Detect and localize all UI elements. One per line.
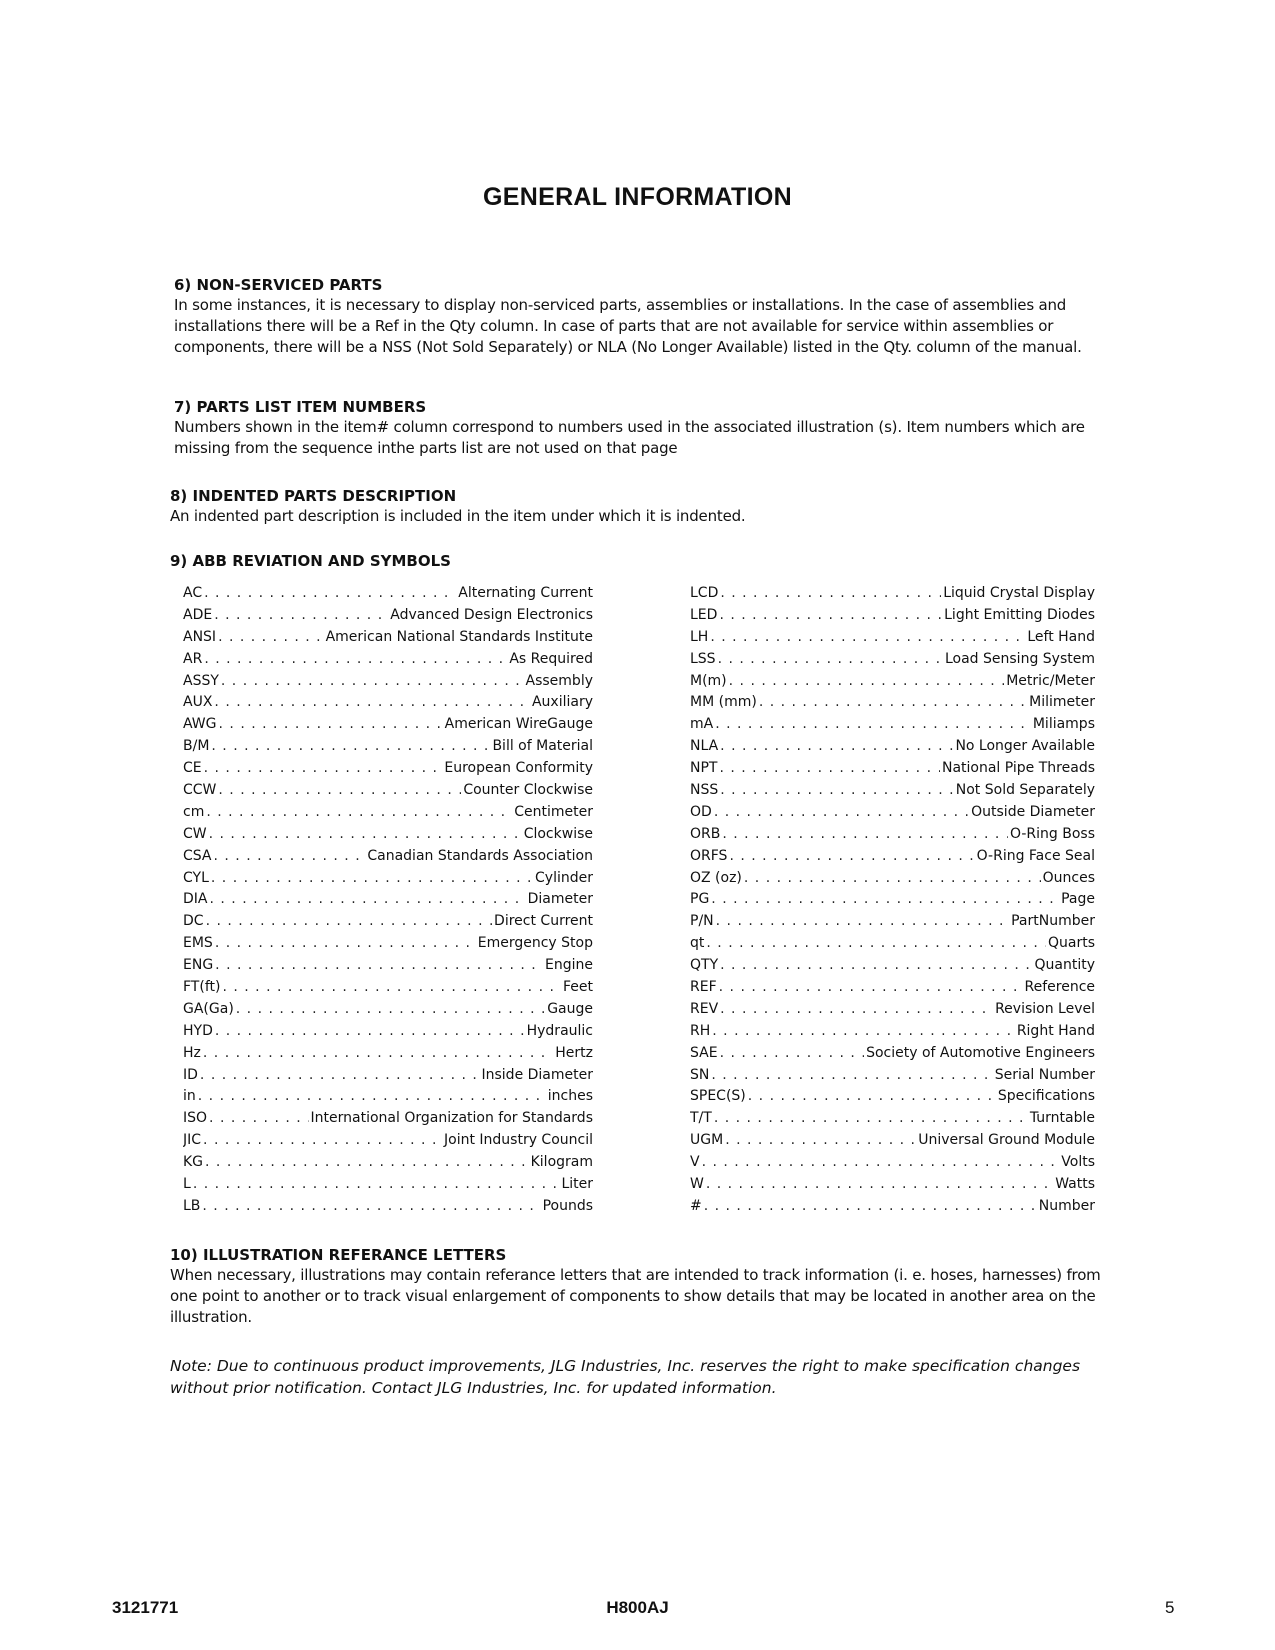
abbreviation-code: T/T xyxy=(690,1110,712,1127)
abbreviation-definition: American National Standards Institute xyxy=(325,628,593,645)
abbreviation-code: cm xyxy=(183,803,205,820)
leader-dots xyxy=(222,979,561,995)
abbreviation-row xyxy=(183,979,593,1001)
leader-dots xyxy=(711,891,1059,907)
leader-dots xyxy=(206,804,512,820)
abbreviation-row xyxy=(690,1023,1095,1045)
abbreviation-definition: inches xyxy=(547,1088,593,1105)
abbreviation-code: SPEC(S) xyxy=(690,1088,746,1105)
abbreviation-definition: Milimeter xyxy=(1029,694,1095,711)
abbreviation-definition: Not Sold Separately xyxy=(955,782,1095,799)
abbreviation-row xyxy=(183,782,593,804)
abbreviation-definition: Specifications xyxy=(997,1088,1095,1105)
abbreviation-definition: Hydraulic xyxy=(526,1022,593,1039)
leader-dots xyxy=(211,870,533,886)
abbreviation-code: M(m) xyxy=(690,672,727,689)
leader-dots xyxy=(759,694,1027,710)
abbreviation-definition: Bill of Material xyxy=(492,738,593,755)
leader-dots xyxy=(202,1198,540,1214)
abbreviation-row xyxy=(690,848,1095,870)
leader-dots xyxy=(211,738,490,754)
abbreviation-definition: As Required xyxy=(509,650,593,667)
abbreviation-definition: American WireGauge xyxy=(444,716,593,733)
abbreviation-row xyxy=(690,1132,1095,1154)
leader-dots xyxy=(729,848,974,864)
abbreviation-definition: Universal Ground Module xyxy=(918,1132,1095,1149)
abbreviation-definition: Reference xyxy=(1024,979,1095,996)
abbreviation-row xyxy=(183,1154,593,1176)
leader-dots xyxy=(215,935,476,951)
leader-dots xyxy=(729,673,1005,689)
abbreviation-code: W xyxy=(690,1176,704,1193)
abbreviation-definition: Volts xyxy=(1061,1154,1095,1171)
abbreviation-definition: Direct Current xyxy=(494,913,593,930)
abbreviation-definition: Miliamps xyxy=(1032,716,1095,733)
leader-dots xyxy=(716,913,1009,929)
abbreviation-code: LED xyxy=(690,606,718,623)
leader-dots xyxy=(720,738,953,754)
abbreviation-code: mA xyxy=(690,716,714,733)
abbreviation-definition: Canadian Standards Association xyxy=(367,847,593,864)
abbreviation-definition: Watts xyxy=(1055,1176,1095,1193)
abbreviation-code: GA(Ga) xyxy=(183,1000,234,1017)
abbreviation-row xyxy=(690,1088,1095,1110)
leader-dots xyxy=(714,1110,1028,1126)
abbreviation-code: P/N xyxy=(690,913,714,930)
abbreviation-code: HYD xyxy=(183,1022,213,1039)
abbreviation-code: CW xyxy=(183,825,207,842)
page-title: GENERAL INFORMATION xyxy=(483,183,792,211)
leader-dots xyxy=(193,1176,560,1192)
leader-dots xyxy=(719,979,1023,995)
abbreviation-row xyxy=(690,1154,1095,1176)
abbreviation-definition: Assembly xyxy=(525,672,593,689)
abbreviation-code: SAE xyxy=(690,1044,718,1061)
abbreviation-code: OZ (oz) xyxy=(690,869,742,886)
abbreviation-code: # xyxy=(690,1197,702,1214)
leader-dots xyxy=(725,1132,916,1148)
leader-dots xyxy=(720,585,941,601)
abbreviation-definition: No Longer Available xyxy=(955,738,1095,755)
abbreviation-code: AWG xyxy=(183,716,217,733)
section-text: In some instances, it is necessary to display non-serviced parts, assemblies or installations. In the case of assemblies and installations there will be a Ref in the Qty column. In case of parts that are not available for service within assemblies or components, there will be a NSS (Not Sold Separately) or NLA (No Longer Available) listed in the Qty. column of the manual. xyxy=(174,296,1082,356)
abbreviation-row xyxy=(183,1045,593,1067)
leader-dots xyxy=(715,716,1031,732)
leader-dots xyxy=(206,913,492,929)
abbreviation-row xyxy=(183,716,593,738)
abbreviation-code: SN xyxy=(690,1066,710,1083)
abbreviation-code: ENG xyxy=(183,957,214,974)
abbreviation-row xyxy=(690,716,1095,738)
abbreviation-row xyxy=(183,804,593,826)
abbreviation-definition: Diameter xyxy=(527,891,593,908)
leader-dots xyxy=(704,1198,1037,1214)
abbreviation-row xyxy=(690,870,1095,892)
abbreviation-definition: Turntable xyxy=(1029,1110,1095,1127)
abbreviation-definition: Revision Level xyxy=(995,1000,1095,1017)
abbreviation-row xyxy=(183,1110,593,1132)
section-illustration-reference-letters xyxy=(170,1245,1130,1328)
abbreviation-row xyxy=(690,913,1095,935)
abbreviation-code: AUX xyxy=(183,694,213,711)
abbreviation-code: NLA xyxy=(690,738,719,755)
abbreviation-row xyxy=(183,585,593,607)
leader-dots xyxy=(720,957,1032,973)
abbreviation-row xyxy=(690,629,1095,651)
leader-dots xyxy=(200,1067,480,1083)
leader-dots xyxy=(236,1001,545,1017)
abbreviation-definition: Inside Diameter xyxy=(481,1066,593,1083)
abbreviation-definition: Ounces xyxy=(1042,869,1095,886)
section-text: An indented part description is included in the item under which it is indented. xyxy=(170,507,746,525)
section-heading: 6) NON-SERVICED PARTS xyxy=(174,276,383,294)
section-text: Numbers shown in the item# column correspond to numbers used in the associated illustration (s). Item numbers which are missing from the sequence inthe parts list are not used on that page xyxy=(174,418,1085,457)
abbreviation-definition: O-Ring Boss xyxy=(1009,825,1095,842)
abbreviation-code: AC xyxy=(183,585,203,601)
abbreviation-definition: Number xyxy=(1038,1197,1095,1214)
abbreviation-definition: Auxiliary xyxy=(531,694,593,711)
leader-dots xyxy=(706,935,1046,951)
abbreviation-definition: Pounds xyxy=(542,1197,593,1214)
section-heading: 9) ABB REVIATION AND SYMBOLS xyxy=(170,552,451,570)
abbreviation-row xyxy=(183,1023,593,1045)
abbreviation-row xyxy=(183,694,593,716)
section-heading: 8) INDENTED PARTS DESCRIPTION xyxy=(170,487,457,505)
section-text: When necessary, illustrations may contain referance letters that are intended to track information (i. e. hoses, harnesses) from one point to another or to track visual enlargement of components to show details that may be located in another area on the illustration. xyxy=(170,1266,1101,1326)
leader-dots xyxy=(702,1154,1060,1170)
abbreviation-code: NSS xyxy=(690,782,719,799)
abbreviation-row xyxy=(690,957,1095,979)
leader-dots xyxy=(218,629,323,645)
abbreviation-row xyxy=(690,1067,1095,1089)
note-block xyxy=(170,1355,1100,1399)
abbreviation-definition: Kilogram xyxy=(530,1154,593,1171)
abbreviation-code: NPT xyxy=(690,760,718,777)
abbreviation-row xyxy=(183,607,593,629)
leader-dots xyxy=(714,804,969,820)
abbreviation-code: LH xyxy=(690,628,709,645)
abbreviation-definition: O-Ring Face Seal xyxy=(976,847,1095,864)
abbreviation-code: KG xyxy=(183,1154,204,1171)
abbreviation-row xyxy=(183,935,593,957)
leader-dots xyxy=(204,651,507,667)
abbreviation-definition: Liquid Crystal Display xyxy=(943,585,1095,601)
abbreviation-row xyxy=(183,957,593,979)
abbreviation-row xyxy=(183,870,593,892)
abbreviation-list-left xyxy=(183,585,593,1220)
abbreviation-row xyxy=(690,1045,1095,1067)
abbreviation-definition: PartNumber xyxy=(1011,913,1095,930)
leader-dots xyxy=(221,673,524,689)
leader-dots xyxy=(712,1023,1015,1039)
leader-dots xyxy=(219,716,443,732)
abbreviation-code: DIA xyxy=(183,891,208,908)
abbreviation-definition: Centimeter xyxy=(514,803,593,820)
leader-dots xyxy=(204,585,456,601)
section-abbreviations xyxy=(170,551,1130,571)
abbreviation-definition: Alternating Current xyxy=(458,585,593,601)
section-indented-parts-description xyxy=(170,486,1130,527)
leader-dots xyxy=(209,1110,309,1126)
leader-dots xyxy=(720,1001,993,1017)
abbreviation-row xyxy=(690,760,1095,782)
abbreviation-code: OD xyxy=(690,803,712,820)
abbreviation-definition: Counter Clockwise xyxy=(463,782,593,799)
abbreviation-definition: Emergency Stop xyxy=(477,935,593,952)
abbreviation-code: QTY xyxy=(690,957,719,974)
leader-dots xyxy=(720,782,954,798)
abbreviation-row xyxy=(183,913,593,935)
abbreviation-definition: Quantity xyxy=(1034,957,1095,974)
abbreviation-row xyxy=(183,1176,593,1198)
abbreviation-row xyxy=(183,1001,593,1023)
section-heading: 7) PARTS LIST ITEM NUMBERS xyxy=(174,398,427,416)
footer-model: H800AJ xyxy=(606,1598,669,1617)
leader-dots xyxy=(203,1045,553,1061)
abbreviation-code: RH xyxy=(690,1022,711,1039)
abbreviation-definition: Hertz xyxy=(555,1044,593,1061)
abbreviation-definition: Light Emitting Diodes xyxy=(944,606,1095,623)
abbreviation-definition: Load Sensing System xyxy=(944,650,1095,667)
abbreviation-row xyxy=(183,738,593,760)
abbreviation-code: PG xyxy=(690,891,710,908)
abbreviation-row xyxy=(690,891,1095,913)
leader-dots xyxy=(718,651,943,667)
abbreviation-code: B/M xyxy=(183,738,210,755)
abbreviation-row xyxy=(690,979,1095,1001)
abbreviation-code: ISO xyxy=(183,1110,208,1127)
abbreviation-row xyxy=(690,738,1095,760)
abbreviation-definition: Engine xyxy=(545,957,593,974)
section-heading: 10) ILLUSTRATION REFERANCE LETTERS xyxy=(170,1246,507,1264)
abbreviation-definition: Clockwise xyxy=(523,825,593,842)
section-non-serviced-parts xyxy=(174,275,1134,358)
leader-dots xyxy=(218,782,461,798)
abbreviation-definition: Advanced Design Electronics xyxy=(390,606,593,623)
footer-doc-number: 3121771 xyxy=(112,1598,179,1617)
abbreviation-row xyxy=(690,651,1095,673)
note-text: Note: Due to continuous product improvements, JLG Industries, Inc. reserves the right to make specification changes without prior notification. Contact JLG Industries, Inc. for updated information. xyxy=(170,1357,1081,1397)
leader-dots xyxy=(214,694,530,710)
abbreviation-code: V xyxy=(690,1154,700,1171)
abbreviation-code: CSA xyxy=(183,847,212,864)
abbreviation-row xyxy=(183,1132,593,1154)
abbreviation-code: ADE xyxy=(183,606,213,623)
abbreviation-row xyxy=(690,585,1095,607)
leader-dots xyxy=(204,760,443,776)
leader-dots xyxy=(719,760,940,776)
abbreviation-definition: Society of Automotive Engineers xyxy=(866,1044,1095,1061)
abbreviation-code: in xyxy=(183,1088,196,1105)
abbreviation-row xyxy=(690,1001,1095,1023)
abbreviation-definition: Quarts xyxy=(1047,935,1095,952)
abbreviation-code: LSS xyxy=(690,650,716,667)
leader-dots xyxy=(209,826,522,842)
abbreviation-definition: Gauge xyxy=(547,1000,593,1017)
abbreviation-row xyxy=(183,826,593,848)
abbreviation-code: AR xyxy=(183,650,203,667)
abbreviation-row xyxy=(690,607,1095,629)
leader-dots xyxy=(744,870,1041,886)
leader-dots xyxy=(215,1023,525,1039)
leader-dots xyxy=(205,1154,529,1170)
abbreviation-code: qt xyxy=(690,935,705,952)
leader-dots xyxy=(706,1176,1053,1192)
abbreviation-row xyxy=(183,760,593,782)
abbreviation-row xyxy=(690,1176,1095,1198)
abbreviation-row xyxy=(690,694,1095,716)
leader-dots xyxy=(711,1067,992,1083)
abbreviation-definition: Right Hand xyxy=(1016,1022,1095,1039)
footer-page-number: 5 xyxy=(1165,1598,1175,1617)
leader-dots xyxy=(198,1088,546,1104)
abbreviation-list-right xyxy=(690,585,1095,1220)
abbreviation-code: CYL xyxy=(183,869,209,886)
abbreviation-row xyxy=(183,629,593,651)
abbreviation-code: UGM xyxy=(690,1132,724,1149)
abbreviation-row xyxy=(690,1198,1095,1220)
abbreviation-row xyxy=(690,673,1095,695)
abbreviation-definition: International Organization for Standards xyxy=(310,1110,593,1127)
abbreviation-code: LCD xyxy=(690,585,719,601)
abbreviation-row xyxy=(183,891,593,913)
abbreviation-definition: Left Hand xyxy=(1027,628,1095,645)
abbreviation-code: L xyxy=(183,1176,191,1193)
leader-dots xyxy=(719,607,942,623)
abbreviation-code: MM (mm) xyxy=(690,694,757,711)
leader-dots xyxy=(748,1088,996,1104)
abbreviation-code: EMS xyxy=(183,935,213,952)
leader-dots xyxy=(710,629,1025,645)
abbreviation-row xyxy=(690,935,1095,957)
abbreviation-definition: Metric/Meter xyxy=(1006,672,1095,689)
abbreviation-row xyxy=(690,804,1095,826)
abbreviation-row xyxy=(183,1067,593,1089)
leader-dots xyxy=(720,1045,865,1061)
abbreviation-row xyxy=(183,1198,593,1220)
abbreviation-row xyxy=(690,826,1095,848)
abbreviation-row xyxy=(690,782,1095,804)
abbreviation-definition: Liter xyxy=(561,1176,593,1193)
abbreviation-definition: Cylinder xyxy=(535,869,593,886)
abbreviation-code: JIC xyxy=(183,1132,202,1149)
leader-dots xyxy=(203,1132,442,1148)
abbreviation-code: ASSY xyxy=(183,672,219,689)
abbreviation-code: ORB xyxy=(690,825,721,842)
abbreviation-code: ANSI xyxy=(183,628,217,645)
abbreviation-definition: Page xyxy=(1061,891,1095,908)
abbreviation-code: ORFS xyxy=(690,847,728,864)
abbreviation-code: REV xyxy=(690,1000,719,1017)
leader-dots xyxy=(214,848,366,864)
abbreviation-code: Hz xyxy=(183,1044,201,1061)
abbreviation-row xyxy=(183,848,593,870)
abbreviation-code: FT(ft) xyxy=(183,979,221,996)
abbreviation-row xyxy=(183,651,593,673)
leader-dots xyxy=(214,607,388,623)
abbreviation-code: ID xyxy=(183,1066,198,1083)
leader-dots xyxy=(722,826,1008,842)
abbreviation-definition: Serial Number xyxy=(994,1066,1095,1083)
leader-dots xyxy=(210,891,526,907)
section-parts-list-item-numbers xyxy=(174,397,1134,459)
abbreviation-code: CCW xyxy=(183,782,217,799)
abbreviation-row xyxy=(690,1110,1095,1132)
abbreviation-definition: European Conformity xyxy=(444,760,593,777)
leader-dots xyxy=(215,957,543,973)
abbreviation-code: REF xyxy=(690,979,717,996)
abbreviation-definition: Outside Diameter xyxy=(971,803,1095,820)
abbreviation-row xyxy=(183,673,593,695)
abbreviation-definition: Feet xyxy=(562,979,593,996)
abbreviation-code: CE xyxy=(183,760,202,777)
abbreviation-definition: Joint Industry Council xyxy=(444,1132,593,1149)
abbreviation-code: LB xyxy=(183,1197,201,1214)
abbreviation-definition: National Pipe Threads xyxy=(941,760,1095,777)
abbreviation-code: DC xyxy=(183,913,204,930)
abbreviation-row xyxy=(183,1088,593,1110)
